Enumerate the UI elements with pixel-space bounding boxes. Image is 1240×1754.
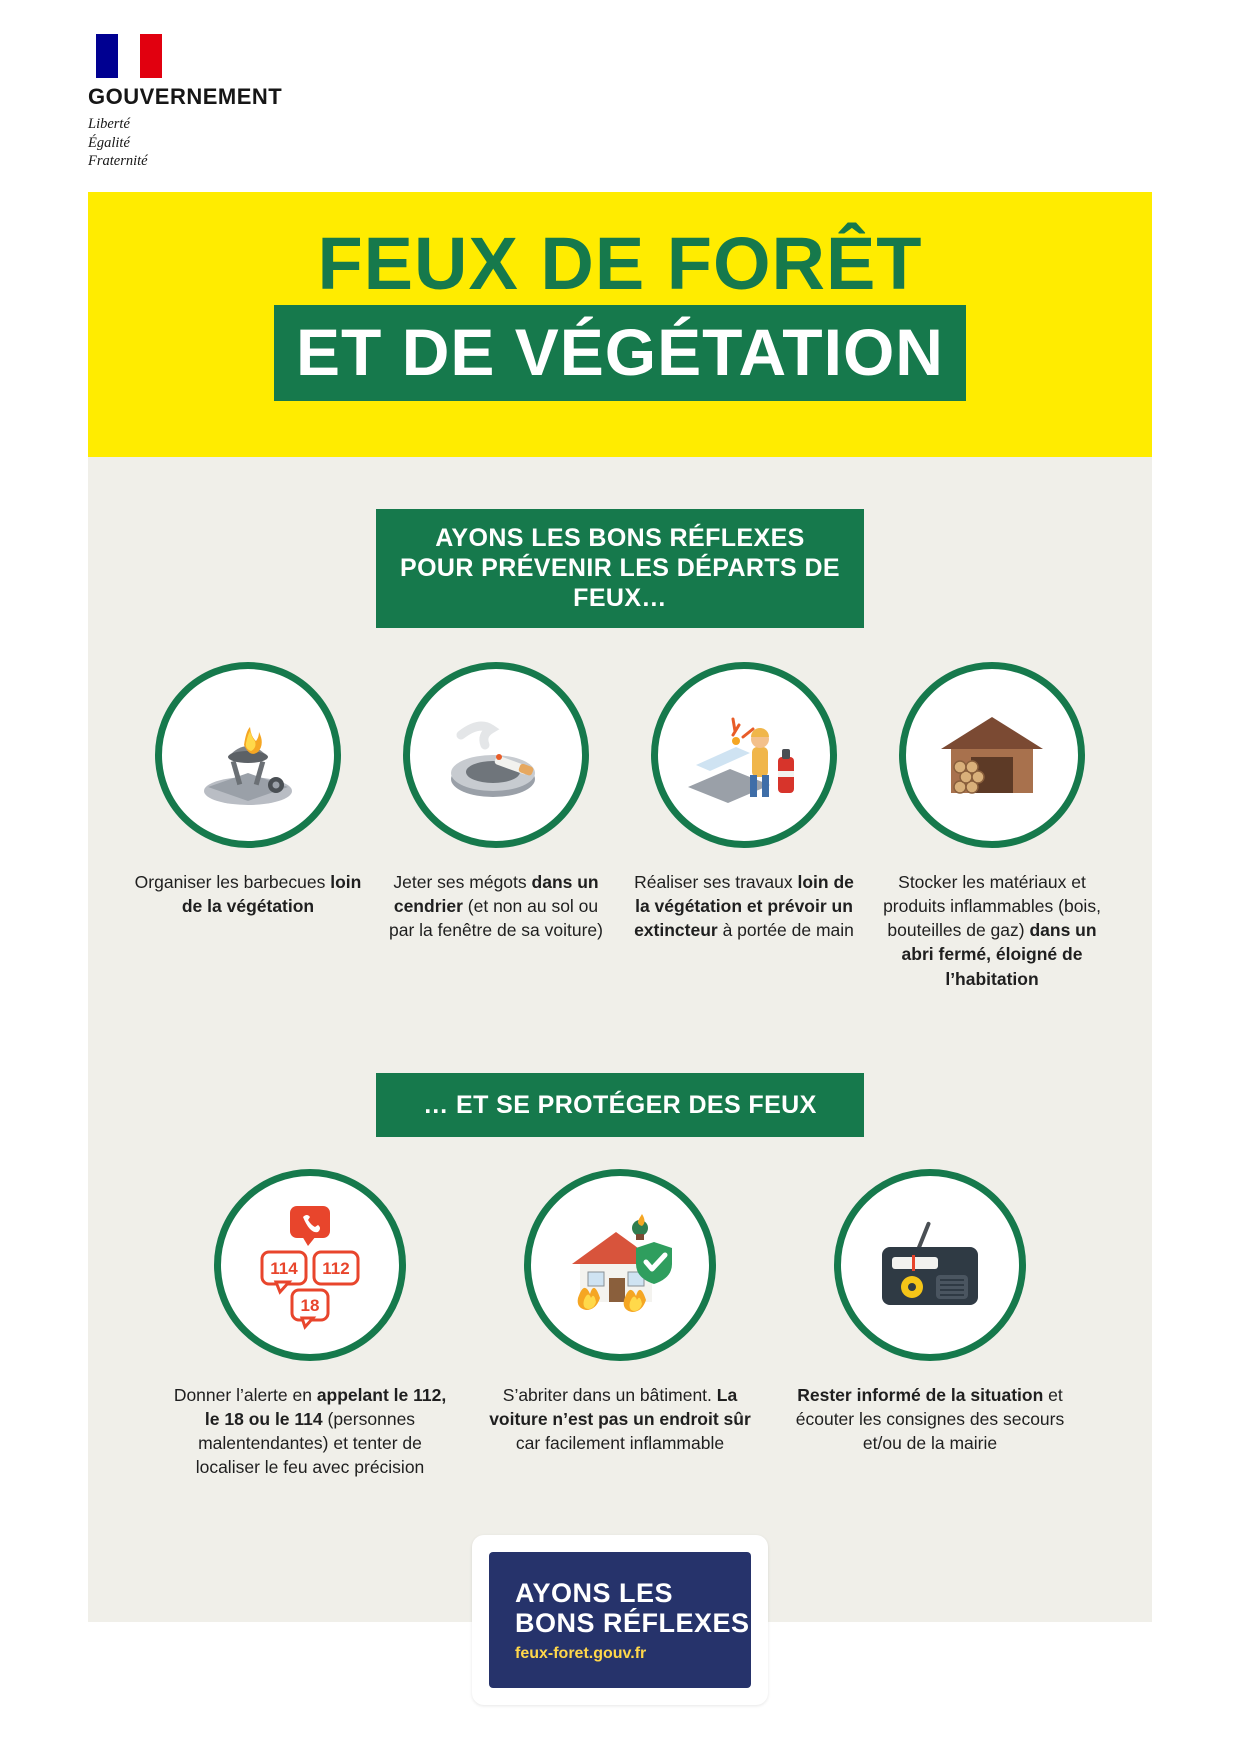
caption-part-bold: dans un abri fermé, éloigné de l’habitation — [901, 920, 1097, 989]
caption-part: (personnes malentendantes) et tenter de localiser le feu avec précision — [195, 1408, 425, 1478]
government-logo — [88, 34, 348, 171]
campaign-logo-wrap — [88, 1535, 1152, 1705]
caption-part-bold: loin de la végétation — [181, 872, 362, 917]
welding-works-extinguisher-icon — [651, 662, 837, 848]
ashtray-cigarette-icon — [403, 662, 589, 848]
caption-part: Stocker les matériaux et produits inflammables (bois, bouteilles de gaz) — [883, 872, 1101, 941]
protection-caption-alerte — [167, 1383, 453, 1480]
prevention-caption-travaux — [628, 870, 860, 942]
emergency-number-112: 112 — [322, 1258, 350, 1278]
section1-grid — [88, 662, 1152, 991]
caption-part: Organiser les barbecues — [134, 872, 331, 892]
motto-line-liberte: Liberté — [88, 116, 130, 132]
campaign-line2: BONS RÉFLEXES — [515, 1608, 750, 1639]
poster-header — [88, 192, 1152, 457]
caption-part-bold: La voiture n’est pas un endroit sûr — [489, 1384, 751, 1429]
section1-banner-row — [88, 457, 1152, 628]
caption-part-bold: dans un cendrier — [393, 872, 599, 917]
section2-banner-row — [88, 991, 1152, 1137]
emergency-number-18: 18 — [300, 1295, 320, 1315]
emergency-call-icon — [214, 1169, 406, 1361]
caption-part: S’abriter dans un bâtiment. — [502, 1384, 717, 1405]
caption-part: et écouter les consignes des secours et/ou de la mairie — [795, 1384, 1065, 1453]
house-shelter-fire-icon — [524, 1169, 716, 1361]
caption-part: Réaliser ses travaux — [634, 872, 798, 892]
protection-caption-abri — [477, 1383, 763, 1455]
caption-part: Donner l’alerte en — [173, 1384, 317, 1405]
campaign-url[interactable]: feux-foret.gouv.fr — [515, 1644, 647, 1662]
radio-icon — [834, 1169, 1026, 1361]
campaign-line1: AYONS LES — [515, 1578, 674, 1609]
caption-part-bold: loin de la végétation et prévoir un extincteur — [634, 872, 854, 941]
prevention-caption-cigarette — [380, 870, 612, 942]
prevention-item-barbecue — [124, 662, 372, 991]
prevention-caption-stockage — [876, 870, 1108, 991]
caption-part: à portée de main — [722, 920, 854, 941]
caption-part-bold: Rester informé de la situation — [797, 1384, 1049, 1405]
prevention-item-stockage — [868, 662, 1116, 991]
caption-part: (et non au sol ou par la fenêtre de sa voiture) — [388, 896, 603, 941]
poster-title-line1: FEUX DE FORÊT — [317, 222, 923, 305]
poster — [88, 192, 1152, 1662]
section2-grid — [88, 1169, 1152, 1480]
caption-part: Jeter ses mégots — [393, 872, 532, 892]
protection-item-abri — [465, 1169, 775, 1480]
french-flag-icon — [96, 34, 162, 78]
section1-banner: AYONS LES BONS RÉFLEXES POUR PRÉVENIR LES DÉPARTS DE FEUX… — [376, 509, 864, 628]
protection-item-alerte — [155, 1169, 465, 1480]
motto-line-egalite: Égalité — [88, 134, 130, 151]
barbecue-icon — [155, 662, 341, 848]
emergency-number-114: 114 — [270, 1258, 298, 1278]
republic-motto — [88, 115, 348, 171]
prevention-item-cigarette — [372, 662, 620, 991]
wood-shelter-storage-icon — [899, 662, 1085, 848]
campaign-logo — [472, 1535, 768, 1705]
poster-title-line2: ET DE VÉGÉTATION — [274, 305, 966, 401]
prevention-item-travaux — [620, 662, 868, 991]
caption-part: car facilement inflammable — [515, 1432, 725, 1453]
caption-part-bold: appelant le 112, le 18 ou le 114 — [204, 1384, 447, 1429]
government-label: GOUVERNEMENT — [88, 84, 283, 109]
section2-banner: … ET SE PROTÉGER DES FEUX — [376, 1073, 864, 1137]
protection-item-radio — [775, 1169, 1085, 1480]
protection-caption-radio — [787, 1383, 1073, 1455]
motto-line-fraternite: Fraternité — [88, 153, 148, 170]
prevention-caption-barbecue — [132, 870, 364, 918]
